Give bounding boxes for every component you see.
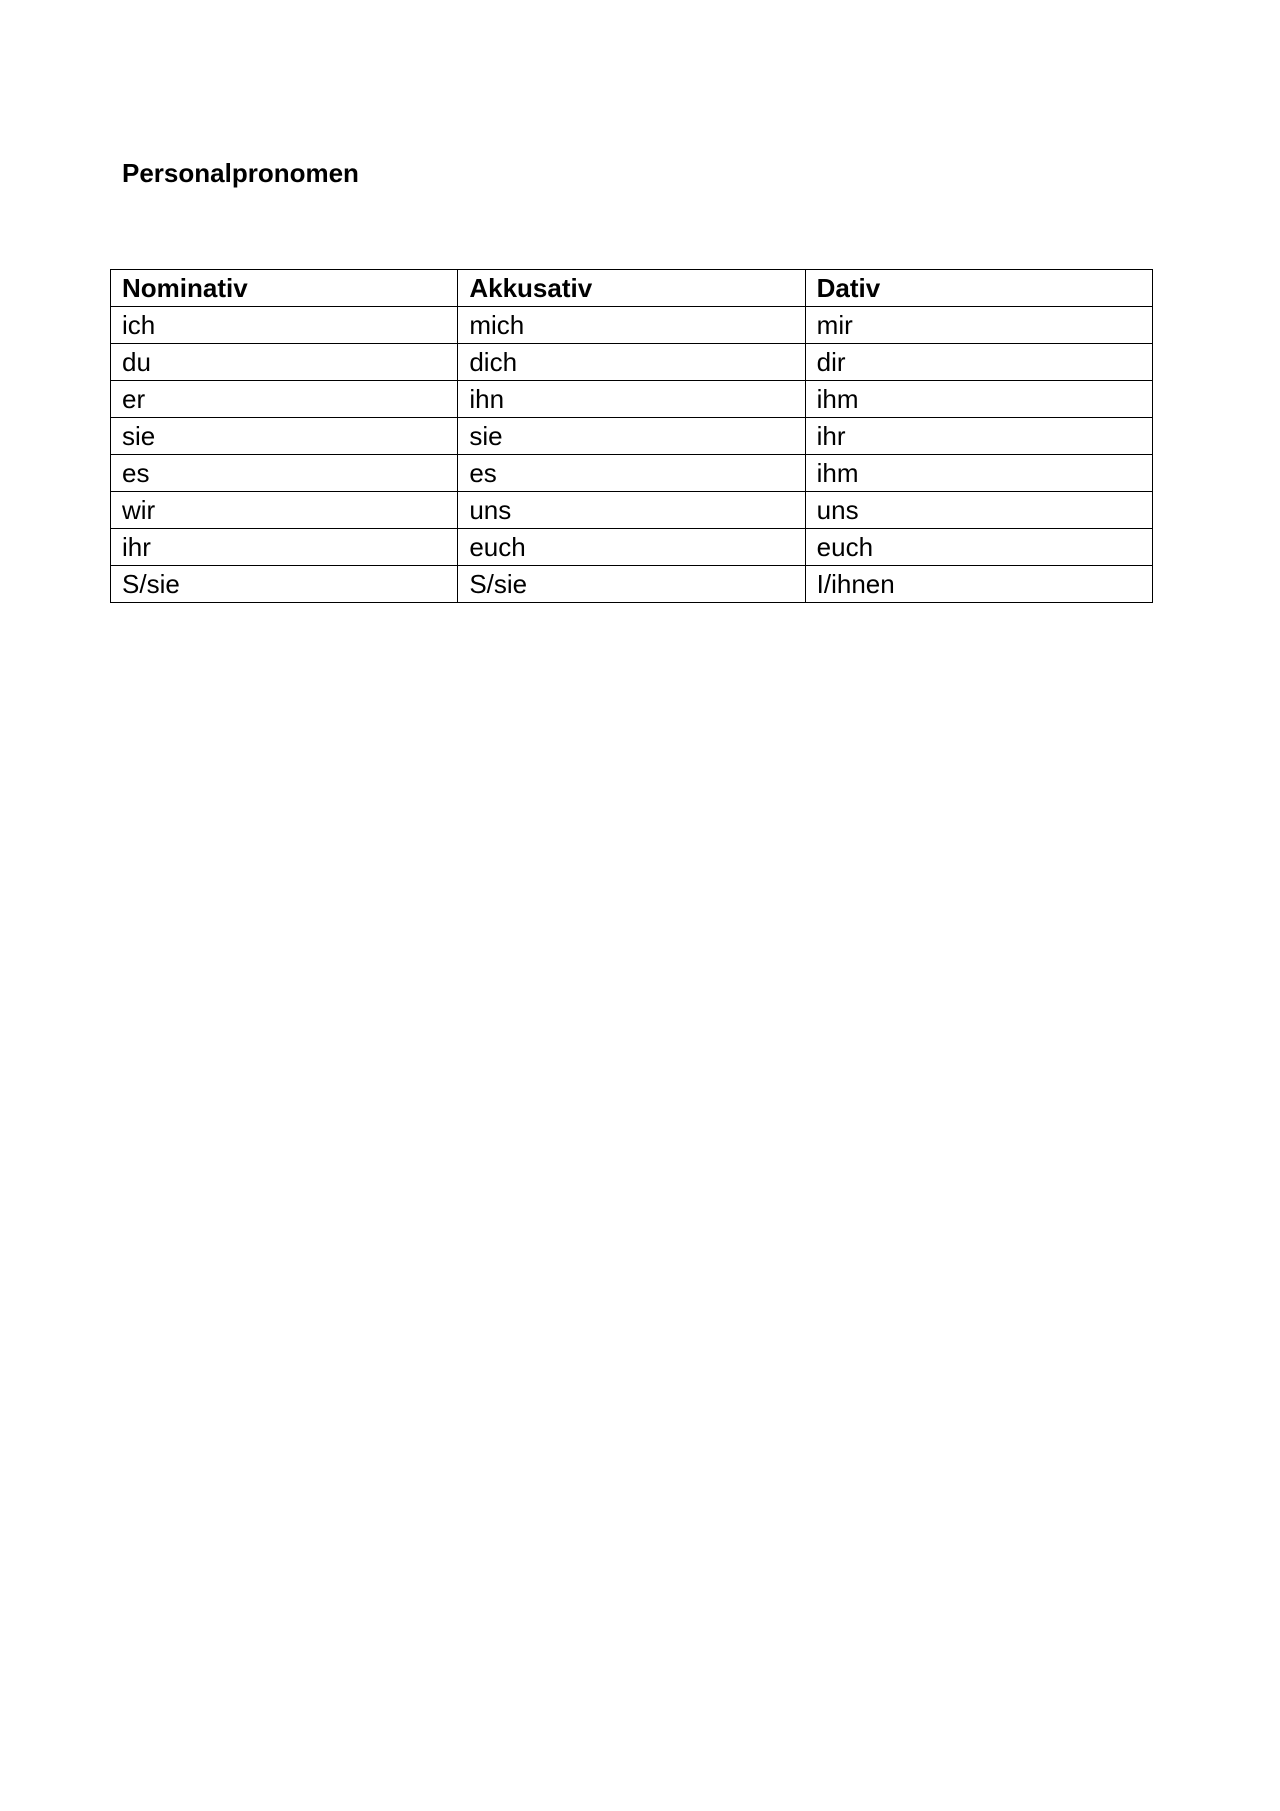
table-row xyxy=(111,381,1153,418)
table-cell: er xyxy=(111,381,458,418)
table-cell: ihn xyxy=(458,381,805,418)
table-cell: ihm xyxy=(805,455,1152,492)
table-cell: sie xyxy=(458,418,805,455)
table-row xyxy=(111,418,1153,455)
table-cell: euch xyxy=(805,529,1152,566)
table-cell: uns xyxy=(458,492,805,529)
table-row xyxy=(111,307,1153,344)
table-row xyxy=(111,566,1153,603)
table-cell: dir xyxy=(805,344,1152,381)
table-cell: mir xyxy=(805,307,1152,344)
table-cell: ich xyxy=(111,307,458,344)
table-header-row xyxy=(111,270,1153,307)
table-row xyxy=(111,344,1153,381)
table-cell: mich xyxy=(458,307,805,344)
table-cell: S/sie xyxy=(111,566,458,603)
table-cell: dich xyxy=(458,344,805,381)
table-cell: es xyxy=(458,455,805,492)
table-row xyxy=(111,455,1153,492)
table-cell: euch xyxy=(458,529,805,566)
table-cell: wir xyxy=(111,492,458,529)
column-header-akkusativ: Akkusativ xyxy=(458,270,805,307)
table-cell: ihr xyxy=(805,418,1152,455)
table-row xyxy=(111,529,1153,566)
table-cell: ihm xyxy=(805,381,1152,418)
column-header-nominativ: Nominativ xyxy=(111,270,458,307)
table-row xyxy=(111,492,1153,529)
page-title: Personalpronomen xyxy=(122,158,359,188)
personal-pronoun-table xyxy=(110,269,1153,603)
table-cell: S/sie xyxy=(458,566,805,603)
table-cell: sie xyxy=(111,418,458,455)
table-cell: I/ihnen xyxy=(805,566,1152,603)
column-header-dativ: Dativ xyxy=(805,270,1152,307)
table-cell: du xyxy=(111,344,458,381)
table-cell: uns xyxy=(805,492,1152,529)
table-cell: ihr xyxy=(111,529,458,566)
table-cell: es xyxy=(111,455,458,492)
